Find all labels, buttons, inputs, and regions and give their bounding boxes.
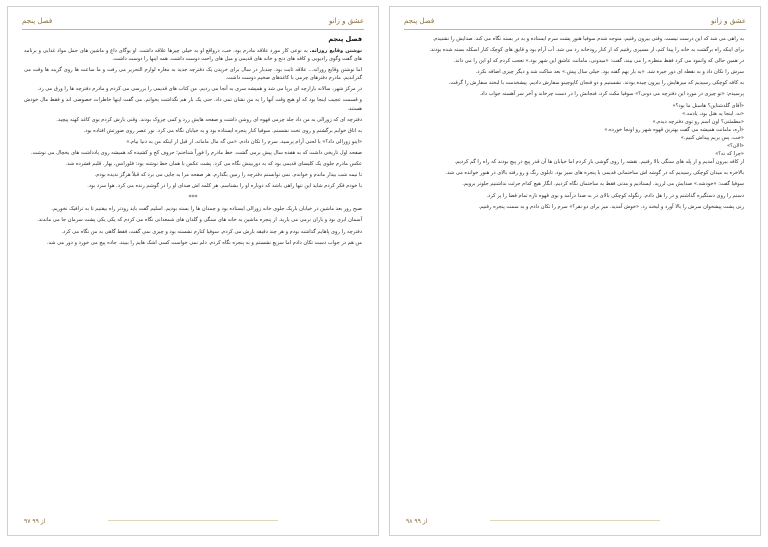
paragraph: در همین حالی که وانمود می کرد فقط منظره را می بیند، گفت: «میدونی، مامانت عاشق این شهر بود.» تعجب کردم که او این را می داند. <box>453 58 744 65</box>
dialogue-line: «آره، مامانت همیشه می گفت بهترین قهوه شهر رو اونجا خورده.» <box>604 126 744 133</box>
page-body <box>24 35 362 509</box>
paragraph: اما نوشتن وقایع روزانه... علاقه ثابت بود. چندبار در سال برای خریدن یک دفترچه جدید به مغازه لوازم التحریر می رفت و ما ساعت ها روی گزینه ها وقت می گذراندیم. مادرم دفترهای چرمی با کاغذهای ضخیم دوست داشت. <box>24 67 362 82</box>
dialogue-line: «نه، اینجا یه هتل بود، یادمه.» <box>682 110 744 117</box>
page-number: ۹۷ از ۹۹ <box>24 518 46 525</box>
book-page-left <box>7 6 379 536</box>
header-rule <box>22 29 364 30</box>
dialogue-line: «مطمئنی؟ اون اسم رو توی دفترچه دیدم.» <box>652 118 744 125</box>
paragraph: «اینو ژوزالی داد؟» با لحنی آرام پرسید. سرم را تکان دادم. «می گه مال مامانه. از قبل از اینکه من به دنیا بیام.» <box>126 138 362 145</box>
paragraph: از کافه بیرون آمدیم و از پله های سنگی بالا رفتیم. نقشه را روی گوشی باز کردم اما خیابان ها آن قدر پیچ در پیچ بودند که راه را گم کردیم. <box>454 159 744 166</box>
page-body <box>406 35 744 509</box>
paragraph: با خودم فکر کردم شاید این تنها راهی باشد که دوباره او را بشناسم. هر کلمه اش صدای او را در گوشم زنده می کرد. هوا سرد بود. <box>87 183 362 190</box>
section-label: فصل پنجم <box>22 17 53 25</box>
paragraph: زنی پشت پیشخوان سرش را بالا آورد و لبخند زد. «خوش آمدید. میز برای دو نفر؟» سرم را تکان دادم و به سمت پنجره رفتیم. <box>478 203 744 210</box>
dialogue-line: «خب، پس بریم پیداش کنیم.» <box>680 134 744 141</box>
page-header <box>404 17 746 29</box>
page-number: ۹۸ از ۹۹ <box>406 518 428 525</box>
paragraph: دفترچه را روی پاهایم گذاشته بودم و هر چند دقیقه بازش می کردم. سوفیا کنارم نشسته بود و چیزی نمی گفت، فقط گاهی به من نگاه می کرد. <box>61 228 362 235</box>
book-title: عشق و زانو <box>329 17 364 25</box>
paragraph: عکس مادرم جلوی یک کلیسای قدیمی بود که به دوربینش نگاه می کرد. پشت عکس با همان خط نوشته بود: فلورانس، بهار. قلبم فشرده شد. <box>65 161 362 168</box>
paragraph: در مرکز شهر، سالانه بازارچه ای برپا می شد و همیشه سری به آنجا می زدیم. من کتاب های قدیمی را بررسی می کردم و مادرم دفترچه ها را ورق می زد. <box>37 86 362 93</box>
paragraph: آسمان ابری بود و باران نرمی می بارید. از پنجره ماشین به خانه های سنگی و گلدان های شمعدانی نگاه می کردم که یکی یکی پشت سرمان جا می ماندند. <box>37 217 362 224</box>
paragraph: به اتاق خوابم برگشتم و روی تخت نشستم. سوفیا کنار پنجره ایستاده بود و به خیابان نگاه می کرد. نور عصر روی صورتش افتاده بود. <box>83 127 362 134</box>
paragraph: دستم را روی دستگیره گذاشتم و در را هل دادم. زنگوله کوچکی بالای در به صدا درآمد و بوی قهوه تازه تمام فضا را پر کرد. <box>486 192 744 199</box>
footer-rule <box>108 520 278 521</box>
footer-rule <box>490 520 660 521</box>
book-title: عشق و زانو <box>711 17 746 25</box>
section-separator: *** <box>188 194 198 202</box>
paragraph: به راهی می شد که این درست نیست. وقتی بیرون رفتیم، متوجه شدم سوفیا هنوز پشت سرم ایستاده و به در بسته نگاه می کند. صدایش را نشنیدم. <box>432 36 744 42</box>
paragraph: به کافه کوچکی رسیدیم که میزهایش را بیرون چیده بودند. نشستیم و دو فنجان کاپوچینو سفارش دادیم. پیشخدمت با لبخند سفارش را گرفت. <box>448 80 744 87</box>
paragraph: دفترچه ای که ژوزالی به من داد جلد چرمی قهوه ای روشن داشت و صفحه هایش زرد و کمی چروک بودند. وقتی بازش کردم بوی کاغذ کهنه پیچید. <box>56 116 362 123</box>
paragraph: صبح روز بعد ماشین در خیابان باریک جلوی خانه ژوزالی ایستاده بود و چمدان ها را بسته بودیم. اسلیم گفت باید زودتر راه بیفتیم تا به ترافیک نخوریم. <box>51 206 362 213</box>
dialogue-line: «چرا که نه؟» <box>715 151 744 158</box>
header-rule <box>404 29 746 30</box>
paragraph: برای اینکه راه برگشت به خانه را پیدا کنم، از مسیری رفتیم که از کنار رودخانه رد می شد. آب آرام بود و قایق های کوچک کنار اسکله بسته شده بودند. <box>429 47 744 54</box>
section-label: فصل پنجم <box>404 17 435 25</box>
paragraph: نوشتن وقایع روزانه. به نوعی کار مورد علاقه مادرم بود. خب، درواقع او به خیلی چیزها علاقه داشت. او یوگای داغ و ماشین های حمل مواد غذایی و برنامه های گفت وگوی رادیویی و کافه های دنج و خانه های قدیمی و مبل های راحت دوست داشت. همه اینها را دوست داشت. <box>24 48 362 63</box>
paragraph: پرسیدم: «تو چیزی در مورد این دفترچه می دونی؟» سوفیا مکث کرد، فنجانش را در دست چرخاند و آخر سر آهسته جواب داد. <box>479 91 744 98</box>
paragraph: و قسمت عجیب اینجا بود که او هیچ وقت آنها را به من نشان نمی داد. حتی یک بار هم نگذاشت بخوانم. می گفت اینها خاطرات خصوصی اند و فقط مال خودش هستند. <box>24 97 362 112</box>
chapter-title: فصل پنجم <box>328 35 362 43</box>
book-page-right <box>389 6 761 536</box>
paragraph: بالاخره به میدان کوچکی رسیدیم که در گوشه اش ساختمانی قدیمی با پنجره های سبز بود. تابلوی رنگ و رو رفته بالای در هنوز خوانده می شد. <box>445 170 744 177</box>
paragraph: صفحه اول تاریخی داشت که به هفده سال پیش برمی گشت. خط مادرم را فوراً شناختم؛ حروف کج و کشیده که همیشه روی یادداشت های یخچال می نوشت. <box>30 149 362 156</box>
page-header <box>22 17 364 29</box>
dialogue-line: «آقای گلدشتاین؟ هاستل ما بود؟» <box>672 102 744 109</box>
paragraph: سوفیا گفت: «خودشه.» صدایش می لرزید. ایستادیم و مدتی فقط به ساختمان نگاه کردیم. انگار هیچ کدام جرئت نداشتیم جلوتر برویم. <box>462 181 744 188</box>
paragraph: من هم در جواب دست تکان دادم اما سریع نشستم و به پنجره نگاه کردم. دلم نمی خواست کسی اشک هایم را ببیند. جاده پیچ می خورد و دور می شد. <box>46 239 362 246</box>
paragraph: سرش را تکان داد و به نقطه ای دور خیره شد. «یه بار بهم گفته بود. خیلی سال پیش.» بعد ساکت شد و دیگر چیزی اضافه نکرد. <box>475 69 744 76</box>
dialogue-line: «الان؟» <box>727 143 744 150</box>
paragraph-lead: نوشتن وقایع روزانه. <box>309 48 362 54</box>
paragraph: تا نیمه شب بیدار ماندم و خواندم. نمی توانستم دفترچه را زمین بگذارم. هر صفحه مرا به جایی می برد که قبلاً هرگز ندیده بودم. <box>94 172 362 179</box>
